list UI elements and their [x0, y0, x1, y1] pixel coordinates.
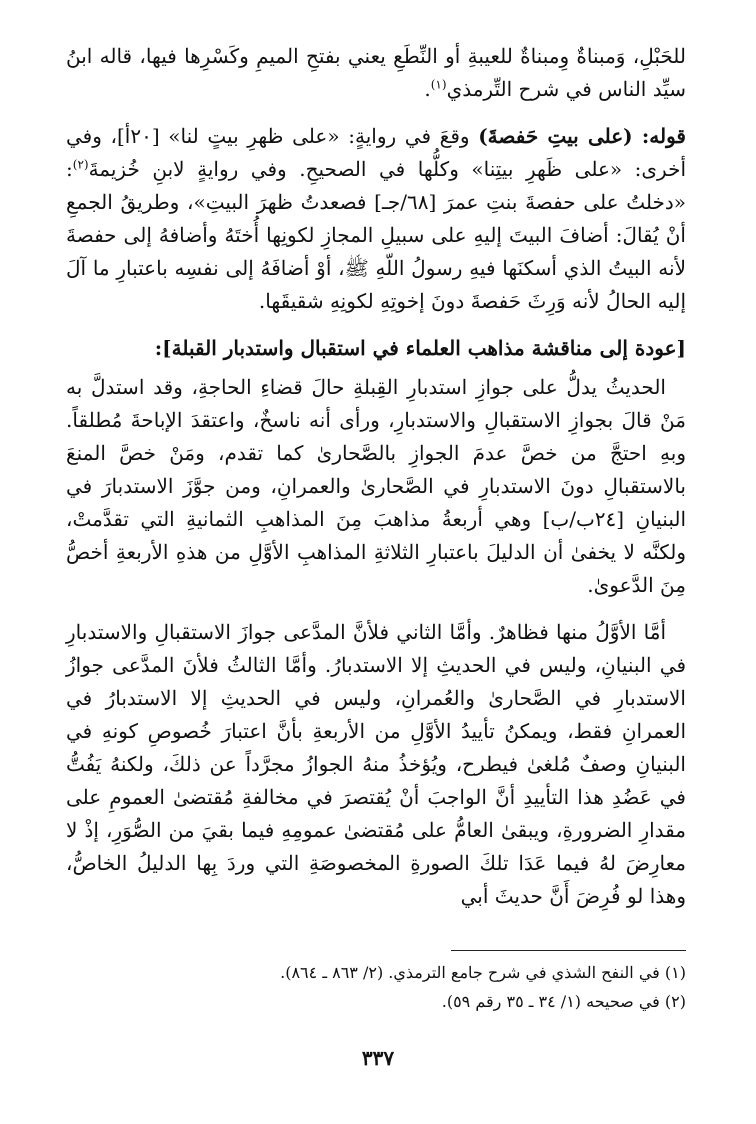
paragraph-4: الحديثُ يدلُّ على جوازِ استدبارِ القِبلةِ حالَ قضاءِ الحاجةِ، وقد استدلَّ به مَنْ قالَ بجوازِ الاستقبالِ والاستدبارِ، ورأى أنه ناسخٌ، واعتقدَ الإباحةَ مُطلقاً. وبهِ احتجَّ من خصَّ عدمَ الجوازِ بالصَّحارىٰ كما تقدم، ومَنْ خصَّ المنعَ بالاستقبالِ دونَ الاستدبارِ في الصَّحارىٰ والعمرانِ، ومن جوَّزَ الاستدبارَ في البنيانِ [٢٤ب/ب] وهي أربعةُ مذاهبَ مِنَ المذاهبِ الثمانيةِ التي تقدَّمتْ، ولكنَّه لا يخفىٰ أن الدليلَ باعتبارِ الثلاثةِ المذاهبِ الأوَّلِ من هذهِ الأربعةِ أخصُّ مِنَ الدَّعوىٰ. — [66, 375, 687, 597]
page-number: ٣٣٧ — [361, 1046, 395, 1070]
footnote-ref-1[interactable]: (١) — [430, 77, 447, 92]
paragraph-2-text-a: وقعَ في روايةٍ: «على ظهرِ بيتٍ لنا» [٢٠أ]، وفي أخرى: «على ظَهرِ بيتِنا» وكلُّها في الصحيحِ. وفي روايةٍ لابنِ خُزيمةَ — [66, 124, 686, 181]
footnote-separator — [451, 950, 686, 951]
footnote-1: (١) في النفح الشذي في شرح جامع الترمذي. (٢/ ٨٦٣ ـ ٨٦٤). — [280, 963, 686, 982]
section-heading: [عودة إلى مناقشة مذاهب العلماء في استقبال واستدبار القبلة]: — [154, 336, 686, 360]
paragraph-2-lead: قوله: (على بيتِ حَفصةَ) — [478, 124, 686, 148]
footnote-2: (٢) في صحيحه (١/ ٣٤ ـ ٣٥ رقم ٥٩). — [441, 992, 686, 1011]
paragraph-5: أمَّا الأوَّلُ منها فظاهرٌ. وأمَّا الثاني فلأنَّ المدَّعى جوازَ الاستقبالِ والاستدبارِ في البنيانِ، وليس في الحديثِ إلا الاستدبارُ. وأمَّا الثالثُ فلأنَ المدَّعى جوازُ الاستدبارِ في الصَّحارىٰ والعُمرانِ، وليس في الحديثِ إلا الاستدبارُ في العمرانِ فقط، ويمكنُ تأييدُ الأوَّلِ من الأربعةِ بأنَّ اعتبارَ خُصوصِ كونهِ في البنيانِ وصفٌ مُلغىٰ فيطرح، ويُؤخذُ منهُ الجوازُ مجرَّداً عن ذلكَ، ولكنهُ يَفُتُّ في عَضُدِ هذا التأييدِ أنَّ الواجبَ أنْ يُقتصرَ في مخالفةِ مُقتضىٰ العمومِ على مقدارِ الضرورةِ، ويبقىٰ العامُّ على مُقتضىٰ عمومِهِ فيما بقيَ من الصُّوَرِ، إذْ لا معارِضَ لهُ فيما عَدَا تلكَ الصورةِ المخصوصَةِ التي وردَ بِها الدليلُ الخاصُّ، وهذا لو فُرِضَ أَنَّ حديثَ أبي — [66, 620, 686, 908]
footnotes — [66, 958, 686, 1016]
paragraph-1-end: . — [424, 77, 431, 101]
paragraph-2-text-b: : «دخلتُ على حفصةَ بنتِ عمرَ [٦٨/جـ] فصعدتُ ظهرَ البيتِ»، وطريقُ الجمعِ أنْ يُقالَ: أضافَ البيتَ إليهِ على سبيلِ المجازِ لكونِها أُختَهُ وأضافهُ إلى حفصةَ لأنه البيتُ الذي أسكنَها فيهِ رسولُ اللّهِ ﷺ، أوْ أضافَهُ إلى نفسِه باعتبارِ ما آلَ إليه الحالُ لأنه وَرِثَ حَفصةَ دونَ إخوتِهِ لكونِهِ شقيقَها. — [66, 157, 686, 313]
paragraph-2 — [66, 120, 686, 318]
footnote-ref-2[interactable]: (٢) — [72, 157, 89, 172]
main-text — [66, 40, 686, 913]
paragraph-1-text: للحَبْلِ، وَمبناةٌ وِمبناةٌ للعيبةِ أو النِّطَعِ يعني بفتحِ الميمِ وكَسْرِها فيها، قاله ابنُ سيِّد الناس في شرح التِّرمذي — [66, 44, 686, 101]
paragraph-1 — [66, 40, 686, 106]
